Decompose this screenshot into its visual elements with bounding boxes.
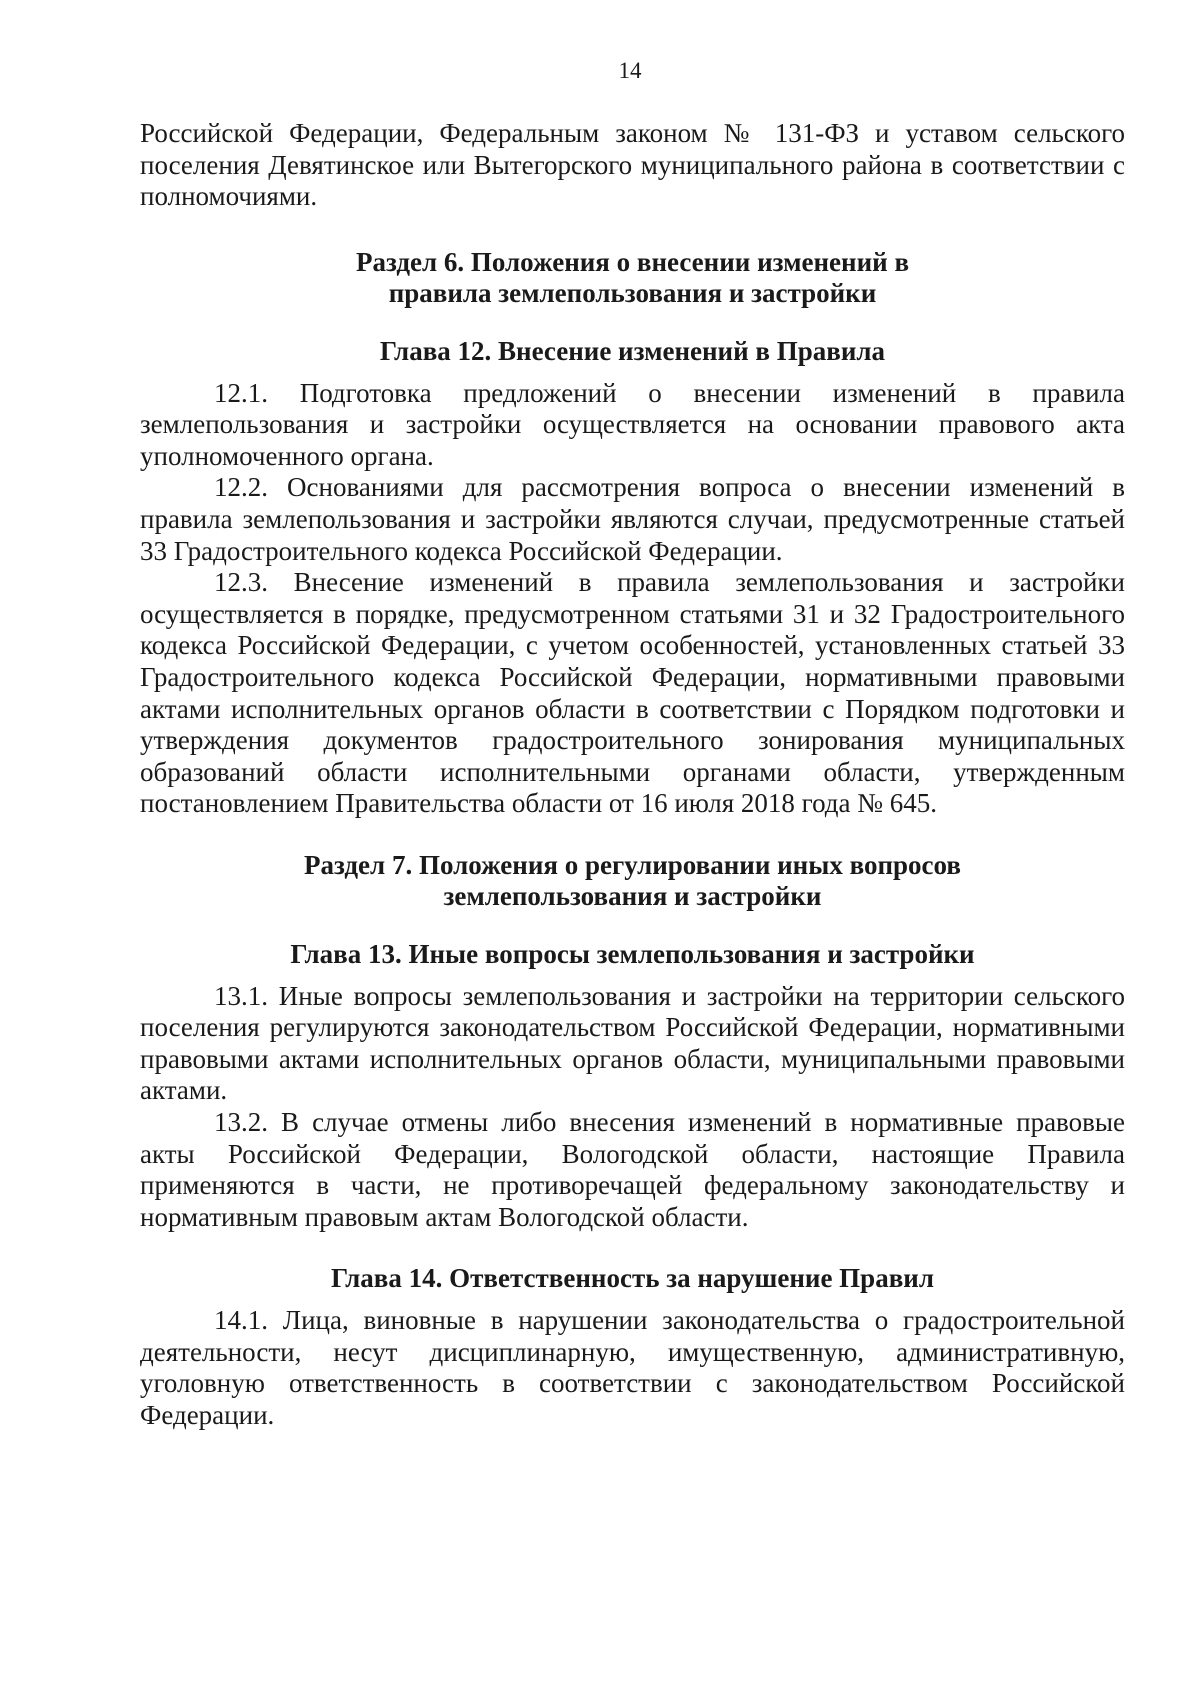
- paragraph-14-1: 14.1. Лица, виновные в нарушении законодательства о градостроительной деятельности, несут дисциплинарную, имущественную, административную, уголовную ответственность в соответствии с законодательством Российской Федерации.: [140, 1305, 1125, 1430]
- section-7-title-line-1: Раздел 7. Положения о регулировании иных вопросов: [304, 849, 961, 880]
- paragraph-12-1: 12.1. Подготовка предложений о внесении изменений в правила землепользования и застройки осуществляется на основании правового акта уполномоченного органа.: [140, 377, 1125, 471]
- section-6-title-line-2: правила землепользования и застройки: [388, 278, 877, 309]
- paragraph-12-3: 12.3. Внесение изменений в правила землепользования и застройки осуществляется в порядке, предусмотренном статьями 31 и 32 Градостроительного кодекса Российской Федерации, с учетом особенностей, установленных статьей 33 Градостроительного кодекса Российской Федерации, нормативными правовыми актами исполнительных органов области в соответствии с Порядком подготовки и утверждения документов градостроительного зонирования муниципальных образований области исполнительными органами области, утвержденным постановлением Правительства области от 16 июля 2018 года № 645.: [140, 567, 1125, 819]
- page-number: 14: [618, 58, 642, 83]
- section-6-title: [140, 247, 1125, 310]
- intro-paragraph: Российской Федерации, Федеральным законом № 131-ФЗ и уставом сельского поселения Девятинское или Вытегорского муниципального района в соответствии с полномочиями.: [140, 118, 1125, 212]
- section-6-title-line-1: Раздел 6. Положения о внесении изменений в: [355, 246, 910, 277]
- document-body: [140, 118, 1125, 1431]
- chapter-14-title: Глава 14. Ответственность за нарушение Правил: [331, 1263, 934, 1294]
- chapter-12-title: Глава 12. Внесение изменений в Правила: [379, 335, 886, 366]
- paragraph-13-1: 13.1. Иные вопросы землепользования и застройки на территории сельского поселения регулируются законодательством Российской Федерации, нормативными правовыми актами исполнительных органов области, муниципальными правовыми актами.: [140, 980, 1125, 1106]
- section-7-title: [140, 850, 1125, 913]
- chapter-13-title: Глава 13. Иные вопросы землепользования и застройки: [290, 939, 975, 970]
- paragraph-13-2: 13.2. В случае отмены либо внесения изменений в нормативные правовые акты Российской Федерации, Вологодской области, настоящие Правила применяются в части, не противоречащей федеральному законодательству и нормативным правовым актам Вологодской области.: [140, 1107, 1125, 1232]
- section-7-title-line-2: землепользования и застройки: [443, 881, 822, 912]
- paragraph-12-2: 12.2. Основаниями для рассмотрения вопроса о внесении изменений в правила землепользования и застройки являются случаи, предусмотренные статьей 33 Градостроительного кодекса Российской Федерации.: [140, 472, 1125, 566]
